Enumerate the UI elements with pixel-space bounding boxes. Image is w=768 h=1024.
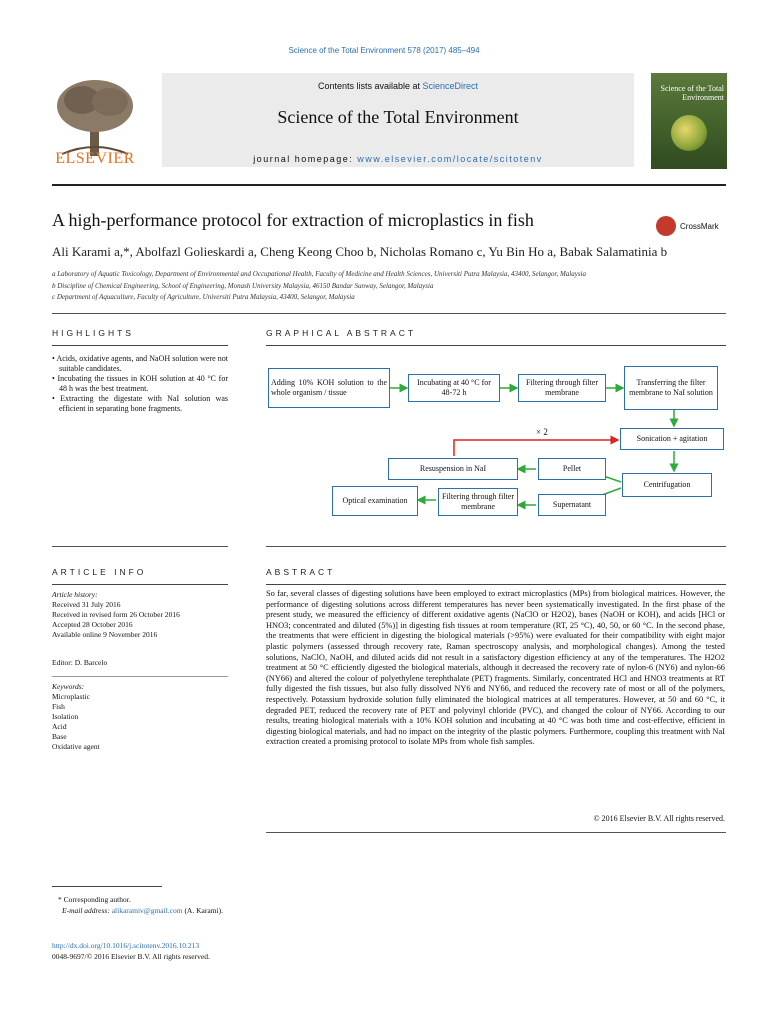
graphical-abstract-diagram bbox=[266, 360, 726, 530]
step-sonication: Sonication + agitation bbox=[620, 428, 724, 450]
cover-globe-icon bbox=[671, 115, 707, 151]
cover-title: Science of the Total Environment bbox=[660, 84, 724, 102]
journal-title: Science of the Total Environment bbox=[277, 107, 519, 127]
repeat-label: × 2 bbox=[536, 427, 548, 437]
author-list: Ali Karami a,*, Abolfazl Golieskardi a, Cheng Keong Choo b, Nicholas Romano c, Yu Bin Ho a, Babak Salamatinia b bbox=[52, 244, 668, 259]
highlight-item: • Extracting the digestate with NaI solution was efficient in separating bone fragments. bbox=[52, 394, 228, 413]
history-received: Received 31 July 2016 bbox=[52, 600, 121, 609]
journal-citation[interactable]: Science of the Total Environment 578 (2017) 485–494 bbox=[288, 46, 480, 55]
elsevier-tree-logo bbox=[52, 76, 138, 158]
issn-line: 0048-9697/© 2016 Elsevier B.V. All rights reserved. bbox=[52, 952, 210, 961]
article-history bbox=[52, 590, 228, 640]
step-adding-koh: Adding 10% KOH solution to the whole organism / tissue bbox=[268, 368, 390, 408]
highlight-item: • Acids, oxidative agents, and NaOH solution were not suitable candidates. bbox=[52, 354, 228, 373]
email-label: E-mail address: bbox=[62, 906, 112, 915]
article-title: A high-performance protocol for extraction of microplastics in fish bbox=[52, 210, 534, 230]
keyword-item: Isolation bbox=[52, 712, 79, 721]
corresponding-author-note bbox=[58, 894, 223, 916]
contents-line bbox=[162, 81, 634, 91]
affiliation-c: c Department of Aquaculture, Faculty of Agriculture, Universiti Putra Malaysia, 43400, Selangor, Malaysia bbox=[52, 293, 355, 301]
keyword-item: Acid bbox=[52, 722, 67, 731]
keyword-item: Base bbox=[52, 732, 67, 741]
highlights-list bbox=[52, 354, 228, 414]
corr-label: * Corresponding author. bbox=[58, 895, 131, 904]
step-resuspension: Resuspension in NaI bbox=[388, 458, 518, 480]
editor-rule bbox=[52, 676, 228, 677]
history-label: Article history: bbox=[52, 590, 98, 599]
step-pellet: Pellet bbox=[538, 458, 606, 480]
article-info-heading: ARTICLE INFO bbox=[52, 567, 147, 577]
homepage-prefix: journal homepage: bbox=[253, 154, 358, 164]
keywords bbox=[52, 682, 228, 752]
publisher-logo-text: ELSEVIER bbox=[55, 150, 135, 167]
step-incubating: Incubating at 40 °C for 48-72 h bbox=[408, 374, 500, 402]
step-centrifugation: Centrifugation bbox=[622, 473, 712, 497]
step-transferring: Transferring the filter membrane to NaI solution bbox=[624, 366, 718, 410]
highlights-bottom-rule bbox=[52, 546, 228, 547]
abstract-heading: ABSTRACT bbox=[266, 567, 336, 577]
footnote-rule bbox=[52, 886, 162, 887]
history-revised: Received in revised form 26 October 2016 bbox=[52, 610, 180, 619]
abstract-bottom-rule bbox=[266, 832, 726, 833]
article-info-rule bbox=[52, 584, 228, 585]
step-filtering-2: Filtering through filter membrane bbox=[438, 488, 518, 516]
graphical-abstract-heading: GRAPHICAL ABSTRACT bbox=[266, 328, 417, 338]
graphical-abstract-rule bbox=[266, 345, 726, 346]
step-supernatant: Supernatant bbox=[538, 494, 606, 516]
header-rule bbox=[52, 184, 726, 186]
doi-block bbox=[52, 940, 210, 962]
affiliation-b: b Discipline of Chemical Engineering, School of Engineering, Monash University Malaysia, 46150 Bandar Sunway, Selangor, Malaysia bbox=[52, 282, 434, 290]
crossmark-label[interactable]: CrossMark bbox=[680, 222, 719, 231]
affiliation-rule bbox=[52, 313, 726, 314]
highlights-heading: HIGHLIGHTS bbox=[52, 328, 134, 338]
abstract-copyright: © 2016 Elsevier B.V. All rights reserved. bbox=[593, 814, 725, 823]
abstract-text: So far, several classes of digesting solutions have been employed to extract microplastics (MPs) from biological matrices. However, the performance of digesting solutions across different temperatures has never been systematically investigated. In the first phase of the present study, we measured the efficiency of different oxidative agents (NaClO or H2O2), bases (NaOH or KOH), and acids [HCl or HNO3; concentrated and diluted (5%)] in digesting fish tissues at room temperature (RT, 25 °C), 40, 50, or 60 °C. In the second phase, the treatments that were efficient in digesting the biological materials (>95%) were evaluated for their compatibility with eight major plastic polymers (assessed through recovery rate, Raman spectroscopy analysis, and morphological changes). Among the tested solutions, NaClO, NaOH, and diluted acids did not result in a satisfactory digestion efficiency at any of the temperatures. The H2O2 treatment at 50 °C efficiently digested the biological materials, although it decreased the recovery rate of nylon-6 (NY6) and nylon-66 (NY66) and altered the colour of polyethylene terephthalate (PET) fragments. Similarly, concentrated HCl and HNO3 treatments at RT fully digested the fish tissues, but also fully dissolved NY6 and NY66, and reduced the recovery rate of most or all of the polymers, respectively. Potassium hydroxide solution fully eliminated the biological matrices at all temperatures. However, at 50 and 60 °C, it degraded PET, reduced the recovery rate of PET and polyvinyl chloride (PVC), and changed the colour of NY66. According to our results, treating biological materials with a 10% KOH solution and incubating at 40 °C was both time and cost-effective, efficient in digesting biological materials, and had no impact on the integrity of the plastic polymers. Furthermore, coupling this treatment with NaI extraction created a promising protocol to isolate MPs from whole fish samples. bbox=[266, 589, 725, 747]
journal-homepage bbox=[162, 154, 634, 164]
keyword-item: Oxidative agent bbox=[52, 742, 100, 751]
homepage-link[interactable]: www.elsevier.com/locate/scitotenv bbox=[357, 154, 543, 164]
sciencedirect-link[interactable]: ScienceDirect bbox=[422, 81, 479, 91]
step-filtering-1: Filtering through filter membrane bbox=[518, 374, 606, 402]
keywords-label: Keywords: bbox=[52, 682, 85, 691]
highlight-item: • Incubating the tissues in KOH solution at 40 °C for 48 h was the best treatment. bbox=[52, 374, 228, 393]
history-online: Available online 9 November 2016 bbox=[52, 630, 158, 639]
email-link[interactable]: alikaramiv@gmail.com bbox=[111, 906, 183, 915]
history-accepted: Accepted 28 October 2016 bbox=[52, 620, 133, 629]
email-suffix: (A. Karami). bbox=[182, 906, 223, 915]
crossmark-icon[interactable] bbox=[656, 216, 676, 236]
abstract-rule bbox=[266, 584, 726, 585]
graphical-abstract-bottom-rule bbox=[266, 546, 726, 547]
doi-link[interactable]: http://dx.doi.org/10.1016/j.scitotenv.2016.10.213 bbox=[52, 941, 200, 950]
highlights-rule bbox=[52, 345, 228, 346]
editor: Editor: D. Barcelo bbox=[52, 658, 108, 667]
step-optical-examination: Optical examination bbox=[332, 486, 418, 516]
affiliation-a: a Laboratory of Aquatic Toxicology, Department of Environmental and Occupational Health, Faculty of Medicine and Health Sciences, Universiti Putra Malaysia, 43400, Selangor, Malaysia bbox=[52, 270, 586, 278]
keyword-item: Microplastic bbox=[52, 692, 90, 701]
contents-prefix: Contents lists available at bbox=[317, 81, 423, 91]
keyword-item: Fish bbox=[52, 702, 65, 711]
